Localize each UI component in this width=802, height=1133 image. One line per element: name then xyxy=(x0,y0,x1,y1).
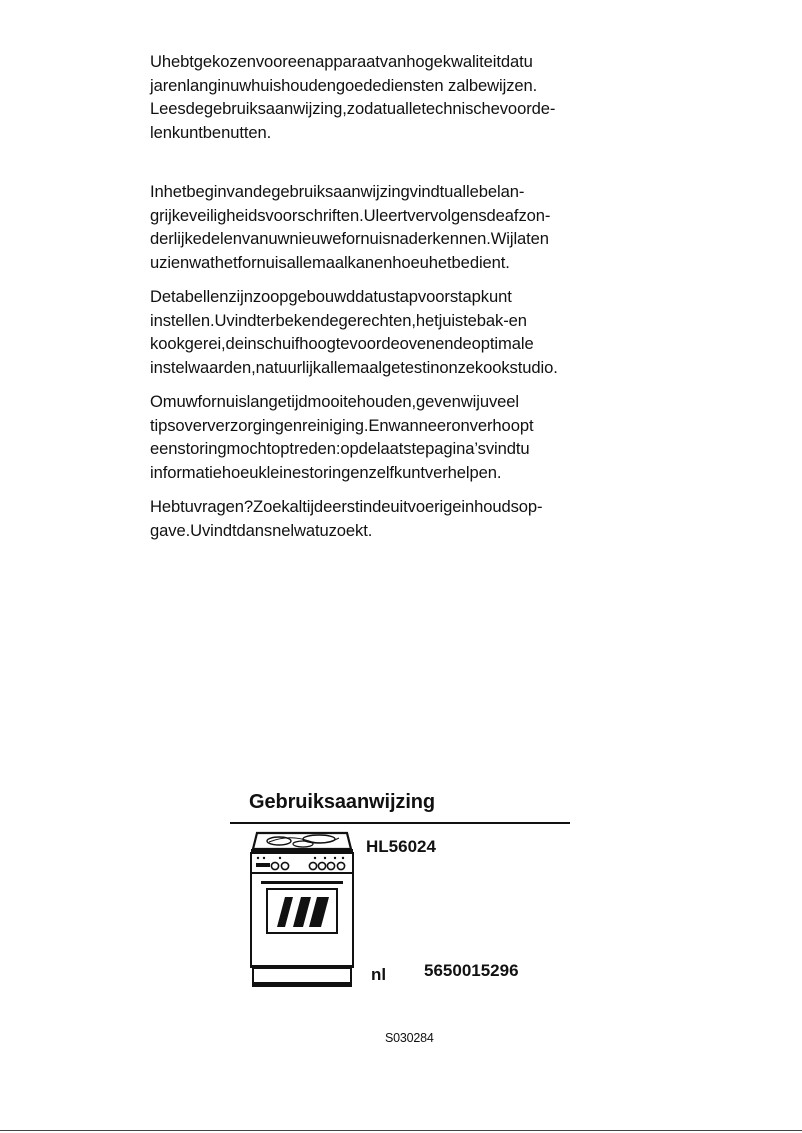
text-line: Detabellenzijnzoopgebouwddatustapvoorstapkunt xyxy=(150,287,512,306)
questions-paragraph xyxy=(150,495,620,542)
text-line: instelwaarden,natuurlijkallemaalgetestinonzekookstudio. xyxy=(150,357,558,377)
text-line: jarenlanginuwhuishoudengoedediensten zalbewijzen. xyxy=(150,75,538,95)
text-line: eenstoringmochtoptreden:opdelaatstepagina’svindtu xyxy=(150,439,530,458)
manual-title: Gebruiksaanwijzing xyxy=(249,791,436,813)
text-line: derlijkedelenvanuwnieuwefornuisnaderkennen.Wijlaten xyxy=(150,229,549,248)
text-line: Leesdegebruiksaanwijzing,zodatualletechnischevoorde- xyxy=(150,99,556,118)
text-line: gave.Uvindtdansnelwatuzoekt. xyxy=(150,520,373,540)
text-line: Uhebtgekozenvooreenapparaatvanhogekwaliteitdatu xyxy=(150,52,533,71)
tables-paragraph xyxy=(150,285,620,379)
text-line: instellen.Uvindterbekendegerechten,hetjuistebak-en xyxy=(150,310,527,330)
language-code: nl xyxy=(371,965,387,984)
text-line: kookgerei,deinschuifhoogtevoordeovenendeoptimale xyxy=(150,334,534,353)
text-line: informatiehoeukleinestoringenzelfkuntverhelpen. xyxy=(150,462,502,482)
document-reference: S030284 xyxy=(385,1031,434,1045)
title-divider xyxy=(230,822,570,824)
intro-text xyxy=(150,50,620,542)
text-line: Omuwfornuislangetijdmooitehouden,gevenwijuveel xyxy=(150,392,519,411)
text-line: lenkuntbenutten. xyxy=(150,122,272,142)
model-number: HL56024 xyxy=(366,837,436,856)
intro-paragraph xyxy=(150,50,620,144)
stove-icon xyxy=(249,831,355,987)
text-line: grijkeveiligheidsvoorschriften.Uleertvervolgensdeafzon- xyxy=(150,205,551,225)
text-line: Inhetbeginvandegebruiksaanwijzingvindtuallebelan- xyxy=(150,182,525,201)
text-line: tipsoververzorgingenreiniging.Enwanneeronverhoopt xyxy=(150,415,534,435)
part-number: 5650015296 xyxy=(424,961,519,980)
text-line: Hebtuvragen?Zoekaltijdeerstindeuitvoerigeinhoudsop- xyxy=(150,497,543,516)
page-bottom-divider xyxy=(0,1130,802,1131)
care-paragraph xyxy=(150,390,620,484)
safety-paragraph xyxy=(150,180,620,274)
text-line: uzienwathetfornuisallemaalkanenhoeuhetbedient. xyxy=(150,252,510,272)
